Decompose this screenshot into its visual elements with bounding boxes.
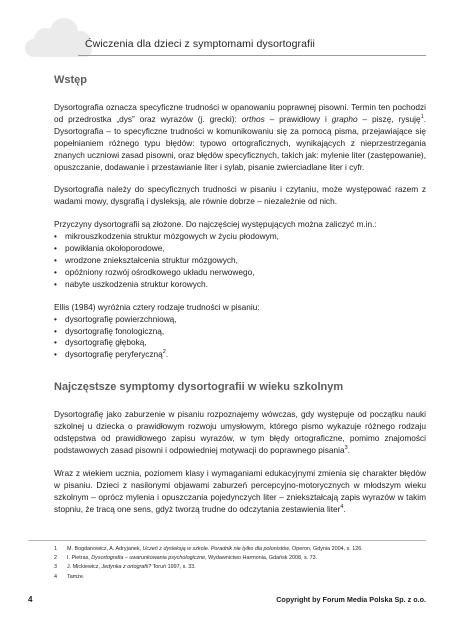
section-heading-symptoms: Najczęstsze symptomy dysortografii w wieku szkolnym bbox=[54, 381, 344, 394]
causes-list bbox=[54, 231, 426, 291]
footnote-ref: 4 bbox=[340, 503, 344, 510]
list-item: • wrodzone zniekształcenia struktur mózgowych, bbox=[54, 255, 426, 267]
footnote: 2 I. Pietras, Dysortografia – uwarunkowania psychologiczne, Wydawnictwo Harmonia, Gdańsk 2008, s. 73. bbox=[54, 555, 318, 562]
list-item: • dysortografię powierzchniową, bbox=[54, 314, 426, 326]
paragraph-causes-intro: Przyczyny dysortografii są złożone. Do najczęściej występujących można zaliczyć m.in.: bbox=[54, 219, 377, 230]
header-divider bbox=[78, 55, 426, 56]
main-content bbox=[54, 68, 426, 515]
paragraph-coexistence: Dysortografia należy do specyficznych trudności w pisaniu i czytaniu, może występować razem z wadami mowy, dysgrafią i dysleksją, ale równie dobrze – niezależnie od nich. bbox=[54, 184, 426, 207]
footnotes bbox=[54, 545, 426, 582]
footnote: 4 Tamże. bbox=[54, 573, 85, 580]
footnote: 3 J. Mickiewicz, Jedynka z ortografii? Toruń 1997, s. 33. bbox=[54, 564, 196, 571]
paragraph-diagnosis: Dysortografię jako zaburzenie w pisaniu rozpoznajemy wówczas, gdy występuje od początku nauki szkolnej u dziecka o prawidłowym rozwoju umysłowym, którego pismo wykazuje różnego rodzaju odstępstwa od prawidłowego zapisu wyrazów, w tym błędy ortograficzne, pomimo znajomości podstawowych zasad pisowni i odpowiedniej motywacji do poprawnego pisania$^3$. bbox=[54, 409, 426, 455]
copyright-notice: Copyright by Forum Media Polska Sp. z o.o. bbox=[276, 595, 426, 604]
list-item: • mikrouszkodzenia struktur mózgowych w życiu płodowym, bbox=[54, 231, 426, 243]
paragraph-age-changes: Wraz z wiekiem ucznia, poziomem klasy i wymaganiami edukacyjnymi zmienia się charakter błędów w pisaniu. Dzieci z nasilonymi objawami zaburzeń percepcyjno-motorycznych w młodszym wieku szkolnym – oprócz mylenia i opuszczania pojedynczych liter – zniekształcają zapis wyrazów w takim stopniu, że tracą one sens, gdyż tworzą trudne do odczytania zestawienia liter$^4$. bbox=[54, 467, 426, 514]
footnote-divider bbox=[28, 540, 426, 541]
list-item: • dysortografię peryferyczną$^2$. bbox=[54, 349, 426, 361]
page-number: 4 bbox=[28, 595, 33, 604]
list-item: • dysortografię głęboką, bbox=[54, 337, 426, 349]
footnote: 1 M. Bogdanowicz, A. Adryjanek, Uczeń z dysleksją w szkole. Poradnik nie tylko dla polonistów, Operon, Gdynia 2004, s. 126. bbox=[54, 546, 363, 552]
section-heading-intro: Wstęp bbox=[54, 74, 87, 86]
paragraph-definition: Dysortografia oznacza specyficzne trudności w opanowaniu poprawnej pisowni. Termin ten pochodzi od przedrostka „dys” oraz wyrazów (j. grecki): orthos – prawidłowy i grapho – piszę, rysuję$^1$. Dysortografia – to specyficzne trudności w komunikowaniu się za pomocą pisma, przejawiające się popełnianiem różnego typu błędów: typowo ortograficznych, wynikających z nieprzestrzegania znanych uczniowi zasad pisowni, oraz błędów specyficznych, takich jak: mylenie liter (zastępowanie), opuszczanie, dodawanie i przestawianie liter i sylab, pisanie zwierciadlane liter i cyfr. bbox=[54, 102, 426, 172]
footnote-ref: 1 bbox=[420, 114, 424, 121]
paragraph-types-intro: Ellis (1984) wyróżnia cztery rodzaje trudności w pisaniu: bbox=[54, 301, 260, 312]
types-list bbox=[54, 314, 426, 362]
list-item: • dysortografię fonologiczną, bbox=[54, 326, 426, 338]
list-item: • opóźniony rozwój ośrodkowego układu nerwowego, bbox=[54, 267, 426, 279]
footnote-ref: 2 bbox=[162, 349, 166, 356]
list-item: • powikłania okołoporodowe, bbox=[54, 243, 426, 255]
list-item: • nabyte uszkodzenia struktur korowych. bbox=[54, 279, 426, 291]
header-title: Ćwiczenia dla dzieci z symptomami dysortografii bbox=[85, 38, 315, 50]
footnote-ref: 3 bbox=[344, 445, 348, 452]
